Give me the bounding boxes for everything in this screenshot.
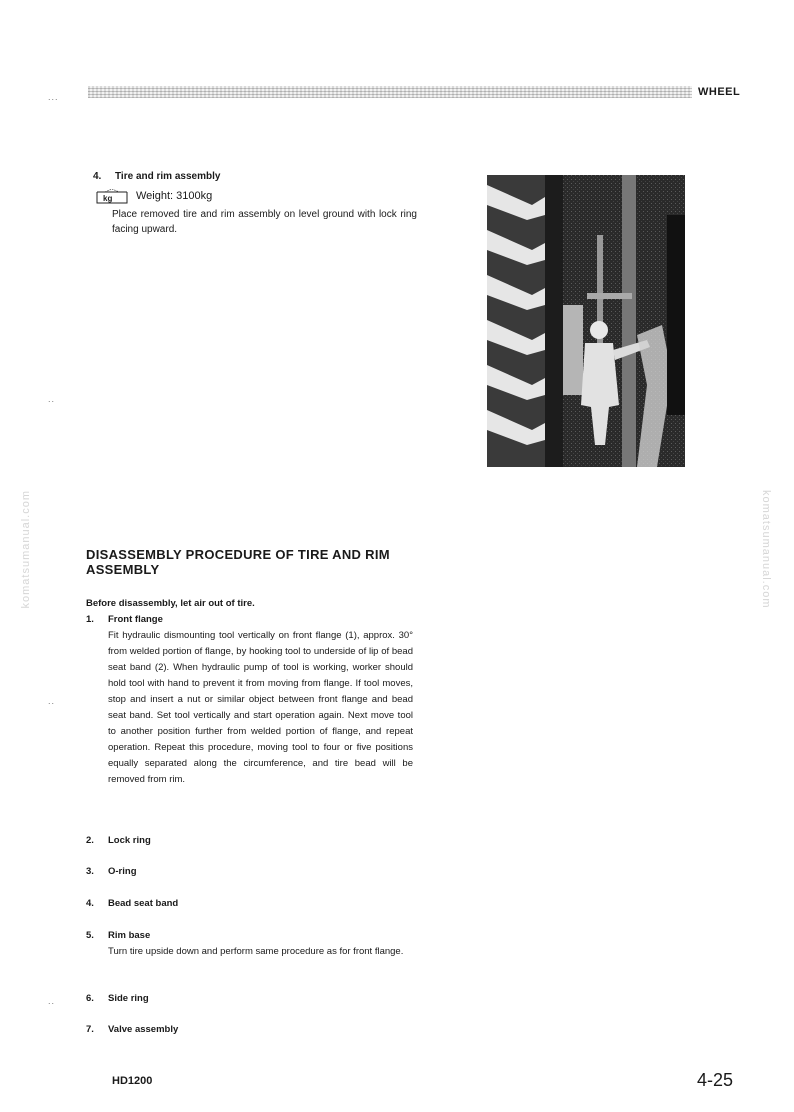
section-title: WHEEL — [698, 86, 741, 98]
procedure-intro: Before disassembly, let air out of tire. — [86, 598, 255, 609]
step-title: Side ring — [108, 993, 149, 1004]
step-title: Front flange — [108, 614, 163, 625]
step-number: 2. — [86, 835, 94, 846]
step-number: 4. — [86, 898, 94, 909]
step-title: Bead seat band — [108, 898, 179, 909]
header-band — [88, 86, 692, 98]
watermark-left: komatsumanual.com — [20, 490, 32, 609]
step-number: 6. — [86, 993, 94, 1004]
step-title: Valve assembly — [108, 1024, 179, 1035]
footer-model: HD1200 — [112, 1075, 153, 1087]
margin-mark: .. — [48, 996, 56, 1006]
page-number: 4-25 — [697, 1070, 734, 1090]
margin-mark: .. — [48, 394, 56, 404]
procedure-heading: DISASSEMBLY PROCEDURE OF TIRE AND RIM ASSEMBLY — [86, 547, 390, 577]
margin-mark: .. — [48, 696, 56, 706]
step-title: Lock ring — [108, 835, 151, 846]
step-number: 3. — [86, 866, 94, 877]
weight-text: Weight: 3100kg — [136, 190, 213, 202]
step-body: Turn tire upside down and perform same procedure as for front flange. — [108, 946, 404, 957]
margin-mark: ... — [48, 92, 59, 102]
tire-rim-body: Place removed tire and rim assembly on level ground with lock ring facing upward. — [112, 209, 417, 235]
step-body: Fit hydraulic dismounting tool vertically on front flange (1), approx. 30° from welded portion of flange, by hooking tool to underside of lip of bead seat band (2). When hydraulic pump of tool is working, worker should hold tool with hand to prevent it from moving from flange. If tool moves, stop and insert a nut or similar object between front flange and bead seat band. Set tool vertically and start operation again. Next move tool to another position further from welded portion of flange, and repeat operation. Repeat this procedure, moving tool to four or five positions equally separated along the circumference, and tire bead will be removed from rim. — [108, 630, 413, 785]
step-number: 7. — [86, 1024, 94, 1035]
weight-icon-label: kg — [103, 194, 113, 203]
weight-icon — [95, 189, 133, 203]
step-number: 5. — [86, 930, 94, 941]
step-title: O-ring — [108, 866, 137, 877]
step-title: Rim base — [108, 930, 151, 941]
watermark-right: komatsumanual.com — [760, 490, 772, 609]
tire-photo — [487, 175, 685, 467]
tire-rim-number: 4. — [93, 171, 102, 182]
step-number: 1. — [86, 614, 94, 625]
tire-rim-title: Tire and rim assembly — [115, 171, 221, 182]
